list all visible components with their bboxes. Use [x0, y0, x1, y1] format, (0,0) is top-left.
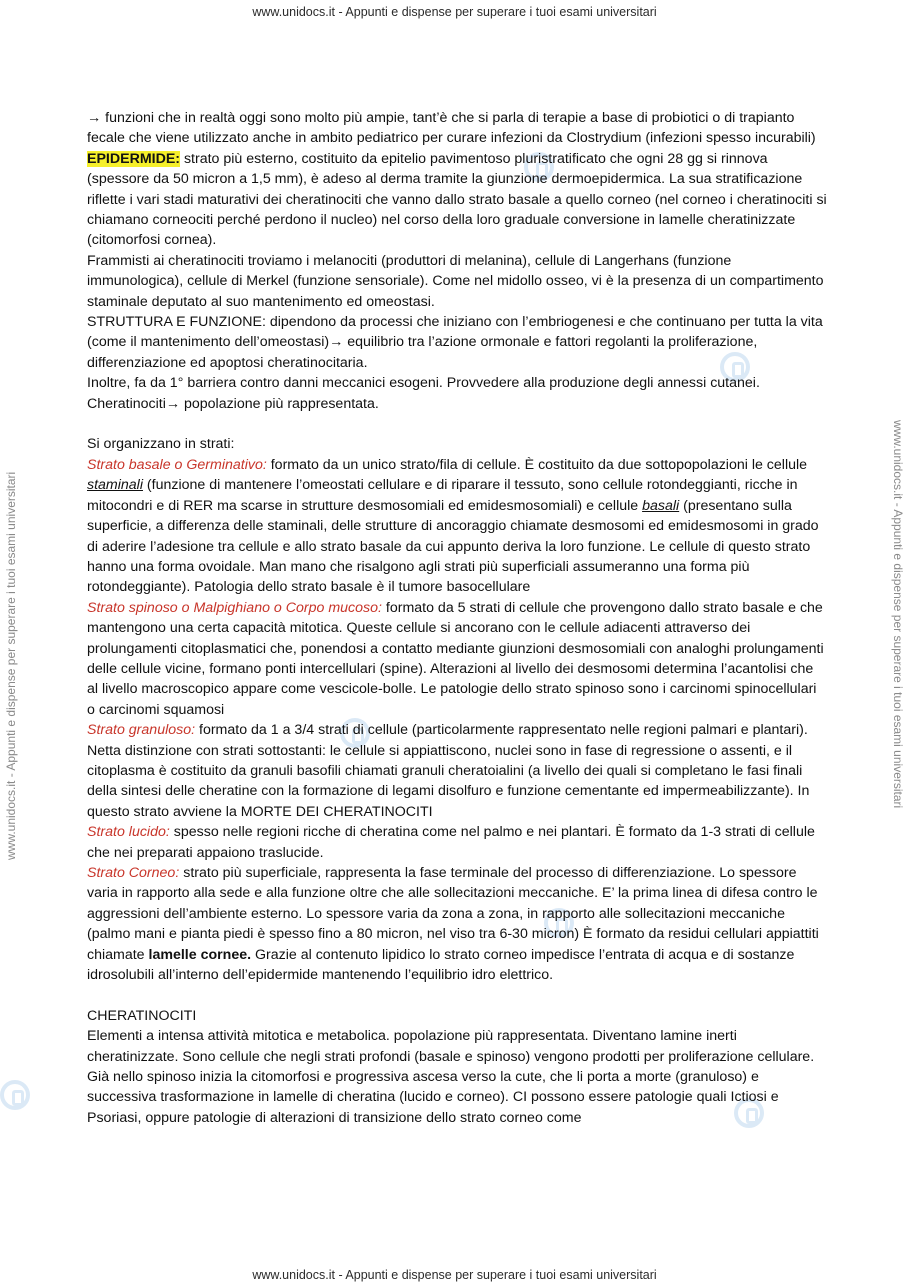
strato-corneo-text: strato più superficiale, rappresenta la fase terminale del processo di differenziazione. Lo spessore varia in rapporto alla sede e alla funzione oltre che alle sollecitazioni meccaniche. E’ la prima linea di difesa contro le aggressioni dell’ambiente esterno. Lo spessore varia da zona a zona, in rapporto alle sollecitazioni meccaniche (palmo mani e pianta piedi è spesso fino a 80 micron, nel viso tra 6-30 micron) È formato da residui cellulari appiattiti chiamate: [87, 865, 819, 963]
term-basali: basali: [642, 497, 680, 514]
strato-corneo-heading: Strato Corneo:: [87, 865, 180, 882]
paragraph-strato-basale: [87, 455, 827, 598]
term-staminali: staminali: [87, 477, 143, 494]
paragraph-strati-intro: Si organizzano in strati:: [87, 436, 235, 453]
strato-granuloso-heading: Strato granuloso:: [87, 722, 196, 739]
epidermide-text: strato più esterno, costituito da epitelio pavimentoso pluristratificato che ogni 28 gg si rinnova (spessore da 50 micron a 1,5 mm), è adeso al derma tramite la giunzione dermoepidermica. La sua stratificazione riflette i vari stadi maturativi dei cheratinociti che vanno dallo strato basale a quello corneo (nel corneo i cheratinociti si chiamano corneociti perché perdono il nucleo) nel corso della loro graduale conversione in lamelle cheratinizzate (citomorfosi cornea).: [87, 150, 827, 249]
paragraph-strato-lucido: [87, 822, 827, 863]
paragraph-strato-granuloso: [87, 720, 827, 822]
document-body: [87, 108, 827, 1128]
section-title-cheratinociti: CHERATINOCITI: [87, 1007, 197, 1024]
strato-basale-text: (presentano sulla superficie, a differenza delle staminali, delle strutture di ancoraggio chiamate desmosomi ed emidesmosomi in grado di aderire l’adesione tra cellule e allo strato basale da cui appunto deriva la loro funzione. Le cellule di questo strato hanno una forma ovoidale. Man mano che risalgono agli strati più superficiali assumeranno una forma più rotondeggiante). Patologia dello strato basale è il tumore basocellulare: [87, 497, 819, 596]
strato-lucido-text: spesso nelle regioni ricche di cheratina come nel palmo e nei plantari. È formato da 1-3 strati di cellule che nei preparati appaiono traslucide.: [87, 824, 815, 861]
page-header-watermark: www.unidocs.it - Appunti e dispense per superare i tuoi esami universitari: [252, 5, 657, 19]
epidermide-heading: EPIDERMIDE:: [87, 150, 181, 167]
paragraph-epidermide: [87, 149, 827, 251]
strato-granuloso-text: formato da 1 a 3/4 strati di cellule (particolarmente rappresentato nelle regioni palmari e plantari). Netta distinzione con strati sottostanti: le cellule si appiattiscono, nuclei sono in fase di regressione o assenti, e il citoplasma è costituito da granuli basofili chiamati granuli cheratoialini (a livello dei quali si completano le fasi finali della sintesi delle cheratine con la formazione di legami disolfuro e funzione cementante ed impermeabilizzante). In questo strato avviene la MORTE DEI CHERATINOCITI: [87, 722, 810, 820]
side-watermark-left: www.unidocs.it - Appunti e dispense per superare i tuoi esami universitari: [4, 471, 18, 860]
paragraph-frammisti: Frammisti ai cheratinociti troviamo i melanociti (produttori di melanina), cellule di Langerhans (funzione immunologica), cellule di Merkel (funzione sensoriale). Come nel midollo osseo, vi è la presenza di un compartimento staminale deputato al suo mantenimento ed omeostasi.: [87, 252, 824, 310]
paragraph-cheratinociti: Elementi a intensa attività mitotica e metabolica. popolazione più rappresentata. Diventano lamine inerti cheratinizzate. Sono cellule che negli strati profondi (basale e spinoso) vengono prodotti per proliferazione cellulare. Già nello spinoso inizia la citomorfosi e progressiva ascesa verso la cute, che li porta a morte (granuloso) e successiva trasformazione in lamelle di cheratina (lucido e corneo). CI possono essere patologie quali Ictiosi e Psoriasi, oppure patologie di alterazioni di transizione dello strato corneo come: [87, 1028, 815, 1126]
paragraph-struttura: STRUTTURA E FUNZIONE: dipendono da processi che iniziano con l’embriogenesi e che continuano per tutta la vita (come il mantenimento dell’omeostasi)→ equilibrio tra l’azione ormonale e fattori regolanti la proliferazione, differenziazione ed apoptosi cheratinocitaria.: [87, 314, 823, 371]
strato-basale-text: (funzione di mantenere l’omeostati cellulare e di riparare il tessuto, sono cellule rotondeggianti, ricche in mitocondri e di RER ma scarse in strutture desmosomiali ed emidesmosomiali) e cellule: [87, 477, 798, 514]
term-lamelle-cornee: lamelle cornee.: [148, 946, 252, 963]
paragraph-cheratinociti-popolazione: Cheratinociti→ popolazione più rappresentata.: [87, 395, 379, 412]
strato-spinoso-text: formato da 5 strati di cellule che provengono dallo strato basale e che mantengono una certa capacità mitotica. Queste cellule si ancorano con le cellule adiacenti attraverso dei prolungamenti citoplasmatici che, ponendosi a contatto mediante giunzioni desmosomiali con analoghi prolungamenti delle cellule vicine, formano ponti intercellulari (spine). Alterazioni al livello dei desmosomi determina l’acantolisi che al livello macroscopico appare come vescicole-bolle. Le patologie dello strato spinoso sono i carcinomi spinocellulari o carcinomi squamosi: [87, 599, 824, 718]
strato-spinoso-heading: Strato spinoso o Malpighiano o Corpo mucoso:: [87, 599, 382, 616]
paragraph-intro: → funzioni che in realtà oggi sono molto più ampie, tant’è che si parla di terapie a base di probiotici o di trapianto fecale che viene utilizzato anche in ambito pediatrico per curare infezioni da Clostrydium (infezioni spesso incurabili): [87, 110, 816, 147]
paragraph-strato-corneo: [87, 863, 827, 985]
paragraph-barriera: Inoltre, fa da 1° barriera contro danni meccanici esogeni. Provvedere alla produzione degli annessi cutanei.: [87, 375, 760, 392]
side-watermark-right: www.unidocs.it - Appunti e dispense per superare i tuoi esami universitari: [891, 420, 905, 809]
strato-basale-text: formato da un unico strato/fila di cellule. È costituito da due sottopopolazioni le cellule: [266, 456, 808, 473]
page-footer-watermark: www.unidocs.it - Appunti e dispense per superare i tuoi esami universitari: [252, 1268, 657, 1282]
strato-lucido-heading: Strato lucido:: [87, 824, 170, 841]
strato-basale-heading: Strato basale o Germinativo:: [87, 456, 267, 473]
watermark-logo-icon: [0, 1080, 30, 1110]
paragraph-strato-spinoso: [87, 598, 827, 720]
strato-corneo-text: Grazie al contenuto lipidico lo strato corneo impedisce l’entrata di acqua e di sostanze idrosolubili all’interno dell’epidermide mantenendo l’equilibrio idro elettrico.: [87, 946, 795, 984]
